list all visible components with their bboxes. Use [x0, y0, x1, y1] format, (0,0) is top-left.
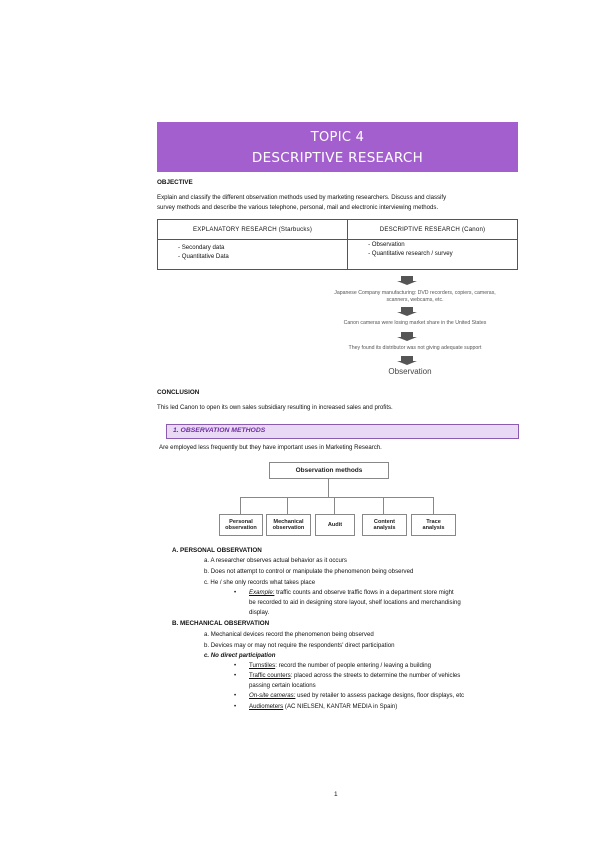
table-header-explanatory: EXPLANATORY RESEARCH (Starbucks) [158, 220, 348, 240]
outline-item: b. Does not attempt to control or manipulate the phenomenon being observed [204, 568, 414, 575]
flow-step-2: Canon cameras were losing market share in the United States [343, 320, 487, 326]
objective-line-2: survey methods and describe the various telephone, personal, mail and electronic interviewing methods. [157, 204, 439, 211]
example-text-2: be recorded to aid in designing store layout, shelf locations and merchandising [249, 599, 461, 606]
outline-heading-a: A. PERSONAL OBSERVATION [172, 547, 262, 554]
down-arrow-icon [397, 307, 417, 316]
objective-line-1: Explain and classify the different observation methods used by marketing researchers. Discuss and classify [157, 194, 447, 201]
table-cell-explanatory [158, 240, 348, 270]
topic-number: TOPIC 4 [310, 130, 365, 145]
bullet-icon: • [234, 703, 237, 710]
conclusion-heading: CONCLUSION [157, 389, 200, 396]
diagram-box-audit: Audit [315, 514, 355, 536]
topic-title: DESCRIPTIVE RESEARCH [251, 150, 424, 166]
diagram-box-content: Content analysis [362, 514, 407, 536]
research-comparison-table [157, 219, 518, 270]
page-number: 1 [334, 791, 338, 798]
down-arrow-icon [397, 332, 417, 341]
list-item: Traffic counters: placed across the streets to determine the number of vehicles [249, 672, 461, 679]
diagram-box-trace: Trace analysis [411, 514, 456, 536]
conclusion-text: This led Canon to open its own sales subsidiary resulting in increased sales and profits. [157, 404, 393, 411]
list-item: - Quantitative Data [178, 252, 229, 260]
list-item: - Observation [368, 241, 405, 248]
bullet-icon: • [234, 589, 237, 596]
flow-step-1a: Japanese Company manufacturing: DVD recorders, copiers, cameras, [334, 290, 496, 296]
flow-step-3: They found its distributor was not giving adequate support [348, 345, 482, 351]
flow-step-1b: scanners, webcams, etc. [386, 297, 444, 303]
example-text: Example: traffic counts and observe traffic flows in a department store might [249, 589, 454, 596]
outline-item: b. Devices may or may not require the respondents' direct participation [204, 642, 395, 649]
outline-heading-b: B. MECHANICAL OBSERVATION [172, 620, 270, 627]
table-row [158, 240, 518, 270]
outline-item: c. No direct participation [204, 652, 276, 659]
bullet-icon: • [234, 692, 237, 699]
bullet-icon: • [234, 662, 237, 669]
outline-item: c. He / she only records what takes place [204, 579, 316, 586]
section-intro: Are employed less frequently but they have important uses in Marketing Research. [159, 444, 382, 451]
outline-item: a. A researcher observes actual behavior as it occurs [204, 557, 347, 564]
list-item: On-site cameras: used by retailer to assess package designs, floor displays, etc [249, 692, 465, 699]
table-header-descriptive: DESCRIPTIVE RESEARCH (Canon) [348, 220, 518, 240]
diagram-box-personal: Personal observation [219, 514, 263, 536]
table-header-row [158, 220, 518, 240]
diagram-root-box: Observation methods [269, 462, 389, 479]
diagram-box-mechanical: Mechanical observation [266, 514, 311, 536]
section-heading-label: 1. OBSERVATION METHODS [173, 427, 266, 434]
list-item-cont: passing certain locations [249, 682, 316, 689]
table-cell-descriptive [348, 240, 518, 270]
bullet-icon: • [234, 672, 237, 679]
list-item: Turnstiles: record the number of people entering / leaving a building [249, 662, 432, 669]
title-banner [157, 122, 518, 172]
list-item: - Quantitative research / survey [368, 249, 453, 257]
down-arrow-icon [397, 276, 417, 285]
down-arrow-icon [397, 356, 417, 365]
outline-item: a. Mechanical devices record the phenomenon being observed [204, 631, 374, 638]
flow-step-4: Observation [388, 367, 432, 376]
list-item: - Secondary data [178, 244, 225, 251]
section-heading-observation-methods [166, 424, 519, 439]
list-item: Audiometers (AC NIELSEN, KANTAR MEDIA in Spain) [249, 703, 398, 710]
example-text-3: display. [249, 609, 270, 616]
objective-heading: OBJECTIVE [157, 179, 193, 186]
